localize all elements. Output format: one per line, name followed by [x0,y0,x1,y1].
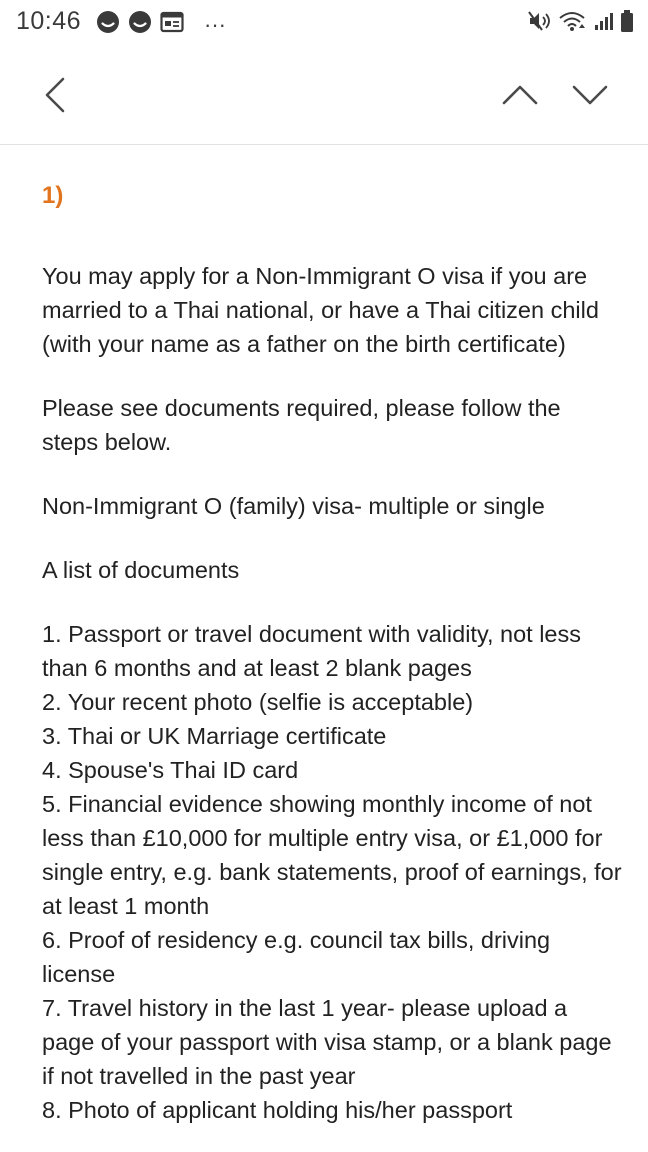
list-item: 3. Thai or UK Marriage certificate [42,723,387,749]
mute-icon [528,10,552,37]
article-content [42,145,622,1127]
list-item: 4. Spouse's Thai ID card [42,757,299,783]
intro-paragraph: You may apply for a Non-Immigrant O visa if you are married to a Thai national, or have a Thai citizen child (with your name as a father on the birth certificate) [42,263,599,357]
calendar-icon [160,11,184,38]
chat-bubble-icon [128,10,152,39]
list-item: 6. Proof of residency e.g. council tax bills, driving license [42,927,551,987]
list-title: A list of documents [42,557,240,583]
documents-list [42,617,622,1127]
chevron-up-icon [500,75,540,115]
system-icons [528,9,634,38]
signal-icon [594,10,614,37]
status-time: 10:46 [16,7,82,35]
chevron-left-icon [36,75,76,115]
more-dots-icon: ··· [204,11,226,37]
list-item: 1. Passport or travel document with validity, not less than 6 months and at least 2 blank pages [42,621,581,681]
wifi-icon [558,10,588,37]
visa-type: Non-Immigrant O (family) visa- multiple or single [42,493,545,519]
previous-button[interactable] [491,66,549,124]
status-bar [0,0,648,46]
next-button[interactable] [561,66,619,124]
chat-bubble-icon [96,10,120,39]
list-item: 7. Travel history in the last 1 year- please upload a page of your passport with visa stamp, or a blank page if not travelled in the past year [42,995,612,1089]
battery-icon [620,9,634,38]
list-item: 2. Your recent photo (selfie is acceptable) [42,689,474,715]
list-item: 5. Financial evidence showing monthly income of not less than £10,000 for multiple entry visa, or £1,000 for single entry, e.g. bank statements, proof of earnings, for at least 1 month [42,791,622,919]
chevron-down-icon [570,75,610,115]
steps-note: Please see documents required, please follow the steps below. [42,395,561,455]
article-heading: 1) [42,182,64,209]
notification-icons [96,10,226,39]
toolbar [0,46,648,145]
list-item: 8. Photo of applicant holding his/her passport [42,1097,513,1123]
back-button[interactable] [27,66,85,124]
